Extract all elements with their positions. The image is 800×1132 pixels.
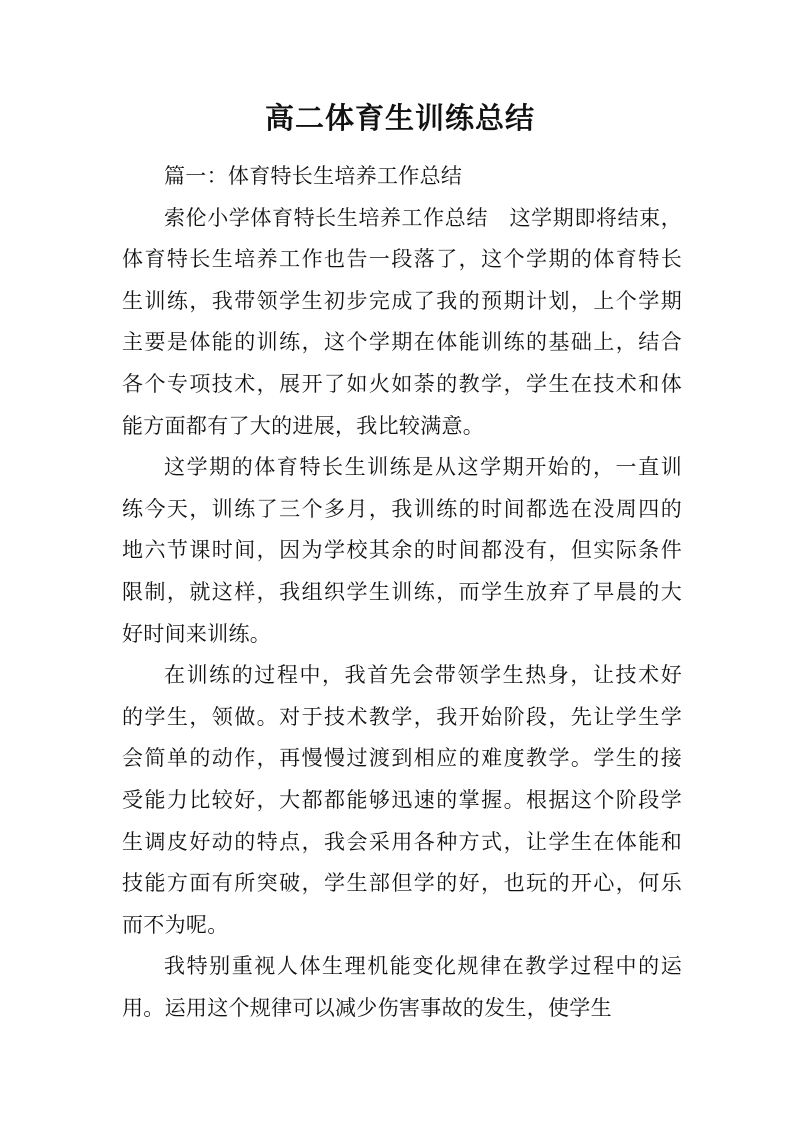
document-title: 高二体育生训练总结 [264,101,535,135]
document-body [122,156,682,1029]
paragraph-line: 生调皮好动的特点，我会采用各种方式，让学生在体能和 [122,829,682,854]
paragraph-line: 用。运用这个规律可以减少伤害事故的发生，使学生 [122,995,612,1020]
paragraph-line: 的学生，领做。对于技术教学，我开始阶段，先让学生学 [122,704,682,729]
paragraph-line: 而不为呢。 [122,912,229,937]
section-heading: 篇一：体育特长生培养工作总结 [164,164,463,188]
paragraph-line: 好时间来训练。 [122,621,272,646]
paragraph-line: 能方面都有了大的进展，我比较满意。 [122,413,485,438]
paragraph-line: 各个专项技术，展开了如火如荼的教学，学生在技术和体 [122,371,682,396]
paragraph-line: 在训练的过程中，我首先会带领学生热身，让技术好 [164,663,682,688]
paragraph-line: 这学期的体育特长生训练是从这学期开始的，一直训 [164,455,682,480]
paragraph-line: 生训练，我带领学生初步完成了我的预期计划，上个学期 [122,288,682,313]
paragraph-line: 会简单的动作，再慢慢过渡到相应的难度教学。学生的接 [122,746,682,771]
paragraph-line: 技能方面有所突破，学生部但学的好，也玩的开心，何乐 [122,871,682,896]
paragraph-line: 限制，就这样，我组织学生训练，而学生放弃了早晨的大 [122,579,682,604]
paragraph-line: 主要是体能的训练，这个学期在体能训练的基础上，结合 [122,330,682,355]
paragraph-line: 地六节课时间，因为学校其余的时间都没有，但实际条件 [122,538,682,563]
paragraph-line: 体育特长生培养工作也告一段落了，这个学期的体育特长 [122,247,682,272]
paragraph-line: 受能力比较好，大都都能够迅速的掌握。根据这个阶段学 [122,787,682,812]
paragraph-line: 索伦小学体育特长生培养工作总结 这学期即将结束， [164,205,682,230]
paragraph-line: 我特别重视人体生理机能变化规律在教学过程中的运 [164,954,682,979]
paragraph-line: 练今天，训练了三个多月，我训练的时间都选在没周四的 [122,496,682,521]
